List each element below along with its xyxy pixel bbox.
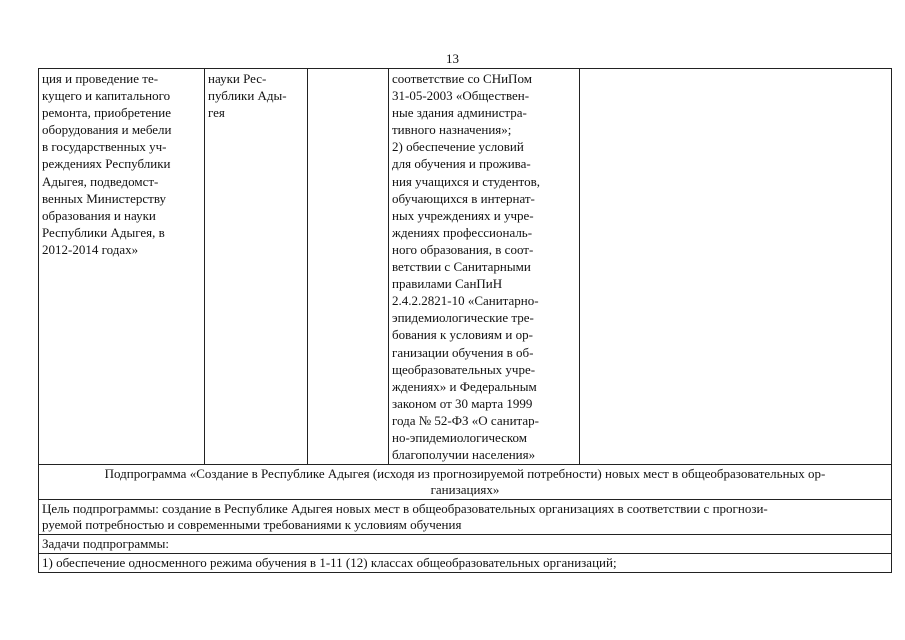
subprogram-title-cell xyxy=(39,465,892,500)
cell-line: соответствие со СНиПом xyxy=(392,71,532,86)
task-cell: 1) обеспечение односменного режима обучения в 1-11 (12) классах общеобразовательных организаций; xyxy=(39,554,892,573)
page-number: 13 xyxy=(446,51,459,66)
cell-line: тивного назначения»; xyxy=(392,122,512,138)
cell-line: реждениях Республики xyxy=(42,156,171,172)
task-row xyxy=(39,554,892,573)
cell-line: публики Ады- xyxy=(208,88,287,104)
cell-line: в государственных уч- xyxy=(42,139,167,155)
cell-line: Республики Адыгея, в xyxy=(42,224,165,240)
tasks-heading-cell: Задачи подпрограммы: xyxy=(39,535,892,554)
cell-line: 2012-2014 годах» xyxy=(42,241,139,257)
activity-name-cell xyxy=(39,69,205,465)
cell-line: кущего и капитального xyxy=(42,88,171,104)
program-table xyxy=(38,68,892,573)
subprogram-title-row xyxy=(39,465,892,500)
cell-line: бования к условиям и ор- xyxy=(392,327,533,343)
executor-cell xyxy=(205,69,308,465)
cell-line: но-эпидемиологическом xyxy=(392,429,527,445)
table-row-activity xyxy=(39,69,892,465)
cell-line: года № 52-ФЗ «О санитар- xyxy=(392,412,539,428)
cell-line: обучающихся в интернат- xyxy=(392,190,535,206)
subprogram-goal-row xyxy=(39,500,892,535)
cell-line: ремонта, приобретение xyxy=(42,105,171,121)
cell-line: 2.4.2.2821-10 «Санитарно- xyxy=(392,293,539,309)
cell-line: ного образования, в соот- xyxy=(392,241,534,257)
cell-line: оборудования и мебели xyxy=(42,122,172,138)
empty-cell xyxy=(580,69,892,465)
cell-line: Адыгея, подведомст- xyxy=(42,173,159,189)
cell-line: ция и проведение те- xyxy=(42,71,159,86)
goal-line: Цель подпрограммы: создание в Республике Адыгея новых мест в общеобразовательных организациях в соответствии с прогнози- xyxy=(42,501,768,517)
subprogram-goal-cell xyxy=(39,500,892,535)
cell-line: правилами СанПиН xyxy=(392,276,503,292)
cell-line: ных учреждениях и учре- xyxy=(392,207,534,223)
expected-result-cell xyxy=(389,69,580,465)
cell-line: науки Рес- xyxy=(208,71,267,86)
cell-line: эпидемиологические тре- xyxy=(392,310,534,326)
cell-line: ждениях профессиональ- xyxy=(392,224,533,240)
goal-line: руемой потребностью и современными требованиями к условиям обучения xyxy=(42,517,462,533)
subprogram-title-line: Подпрограмма «Создание в Республике Адыгея (исходя из прогнозируемой потребности) новых мест в общеобразовательных ор- xyxy=(104,466,826,482)
cell-line: ния учащихся и студентов, xyxy=(392,173,540,189)
cell-line: 31-05-2003 «Обществен- xyxy=(392,88,530,104)
cell-line: образования и науки xyxy=(42,207,156,223)
subprogram-tasks-row xyxy=(39,535,892,554)
cell-line: щеобразовательных учре- xyxy=(392,361,536,377)
cell-line: законом от 30 марта 1999 xyxy=(392,395,533,411)
cell-line: ветствии с Санитарными xyxy=(392,259,531,275)
cell-line: венных Министерству xyxy=(42,190,167,206)
cell-line: гея xyxy=(208,105,225,121)
cell-line: ганизации обучения в об- xyxy=(392,344,534,360)
empty-cell xyxy=(308,69,389,465)
cell-line: 2) обеспечение условий xyxy=(392,139,524,155)
cell-line: благополучии населения» xyxy=(392,447,536,463)
cell-line: ждениях» и Федеральным xyxy=(392,378,537,394)
cell-line: ные здания администра- xyxy=(392,105,527,121)
cell-line: для обучения и прожива- xyxy=(392,156,531,172)
subprogram-title-line: ганизациях» xyxy=(430,482,500,498)
